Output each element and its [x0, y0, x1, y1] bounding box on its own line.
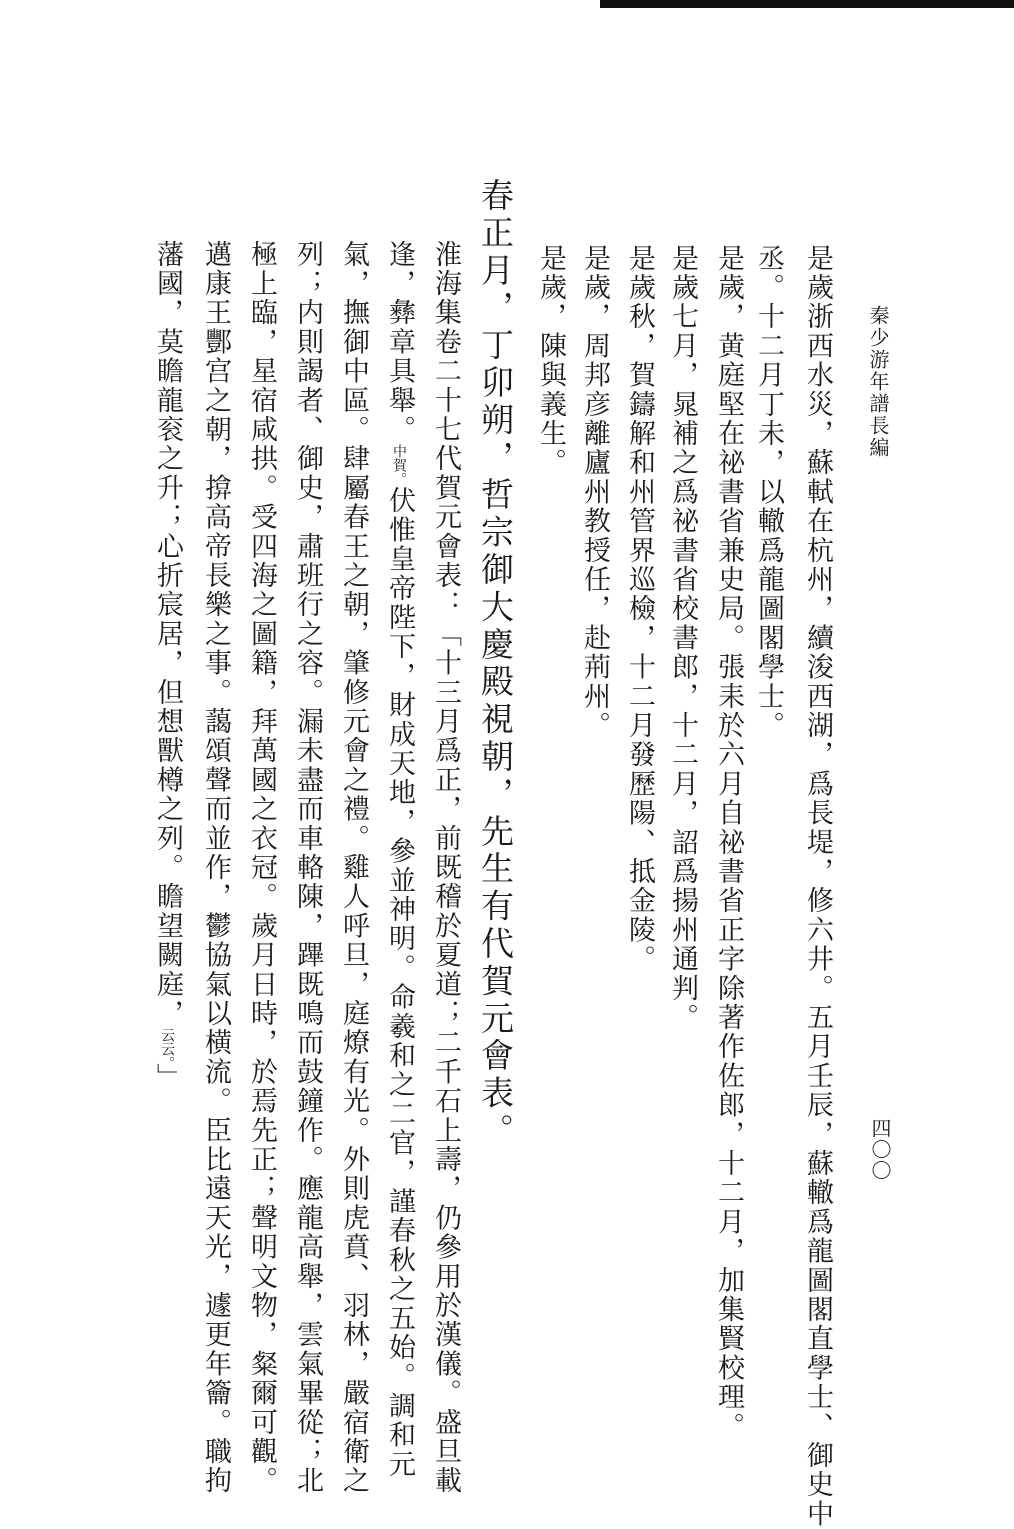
- interlinear-note-end: 云云。: [159, 1028, 175, 1064]
- text-column-11: 氣，撫御中區。肆屬春王之朝，肇修元會之禮。雞人呼旦，庭燎有光。外則虎賁、羽林，嚴宿衛之: [338, 240, 369, 1496]
- column-15-part-a: 藩國，莫瞻龍衮之升；心折宸居，但想獸樽之列。瞻望闕庭，: [152, 240, 183, 1029]
- column-10-part-a: 逢，彝章具舉。: [384, 240, 415, 445]
- column-15-part-b: 」: [152, 1063, 183, 1093]
- text-column-13: 極上臨，星宿咸拱。受四海之圖籍，拜萬國之衣冠。歲月日時，於焉先正；聲明文物，粲爾可觀。: [246, 240, 277, 1496]
- text-column-5: 是歲秋，賀鑄解和州管界巡檢，十二月發歷陽、抵金陵。: [624, 244, 655, 974]
- text-column-10: [382, 240, 416, 1479]
- text-column-2: 丞。十二月丁未，以轍爲龍圖閣學士。: [753, 244, 784, 741]
- page-number: 四〇〇: [868, 1118, 892, 1181]
- text-column-12: 列；内則謁者、御史，肅班行之容。漏未盡而車輅陳，蹕既鳴而鼓鐘作。應龍高舉，雲氣畢從；北: [292, 240, 323, 1496]
- text-column-4: 是歲七月，晁補之爲祕書省校書郎，十二月，詔爲揚州通判。: [667, 244, 698, 1033]
- running-header-title: 秦少游年譜長編: [866, 305, 890, 459]
- text-column-3: 是歲，黄庭堅在祕書省兼史局。張耒於六月自祕書省正字除著作佐郎，十二月，加集賢校理。: [713, 244, 744, 1442]
- column-10-part-b: 伏惟皇帝陛下，財成天地，參並神明。命羲和之二官，謹春秋之五始。調和元: [384, 486, 415, 1480]
- text-column-9: 淮海集卷二十七代賀元會表：「十三月爲正，前既稽於夏道；二千石上壽，仍參用於漢儀。盛旦載: [430, 240, 461, 1496]
- interlinear-note: 中賀。: [391, 444, 407, 487]
- text-column-15: [150, 240, 184, 1093]
- entry-heading-column: 春正月，丁卯朔，哲宗御大慶殿視朝，先生有代賀元會表。: [476, 178, 515, 1151]
- text-column-14: 邁康王酆宫之朝，揜高帝長樂之事。藹頌聲而並作，鬱協氣以横流。臣比遠天光，遽更年籥。職拘: [200, 240, 231, 1496]
- text-column-7: 是歲，陳與義生。: [535, 244, 566, 478]
- top-rule: [600, 0, 1014, 8]
- text-column-6: 是歲，周邦彦離廬州教授任，赴荊州。: [579, 244, 610, 741]
- text-column-1: 是歲浙西水災，蘇軾在杭州，續浚西湖，爲長堤，修六井。五月壬辰，蘇轍爲龍圖閣直學士、御史中: [802, 244, 833, 1529]
